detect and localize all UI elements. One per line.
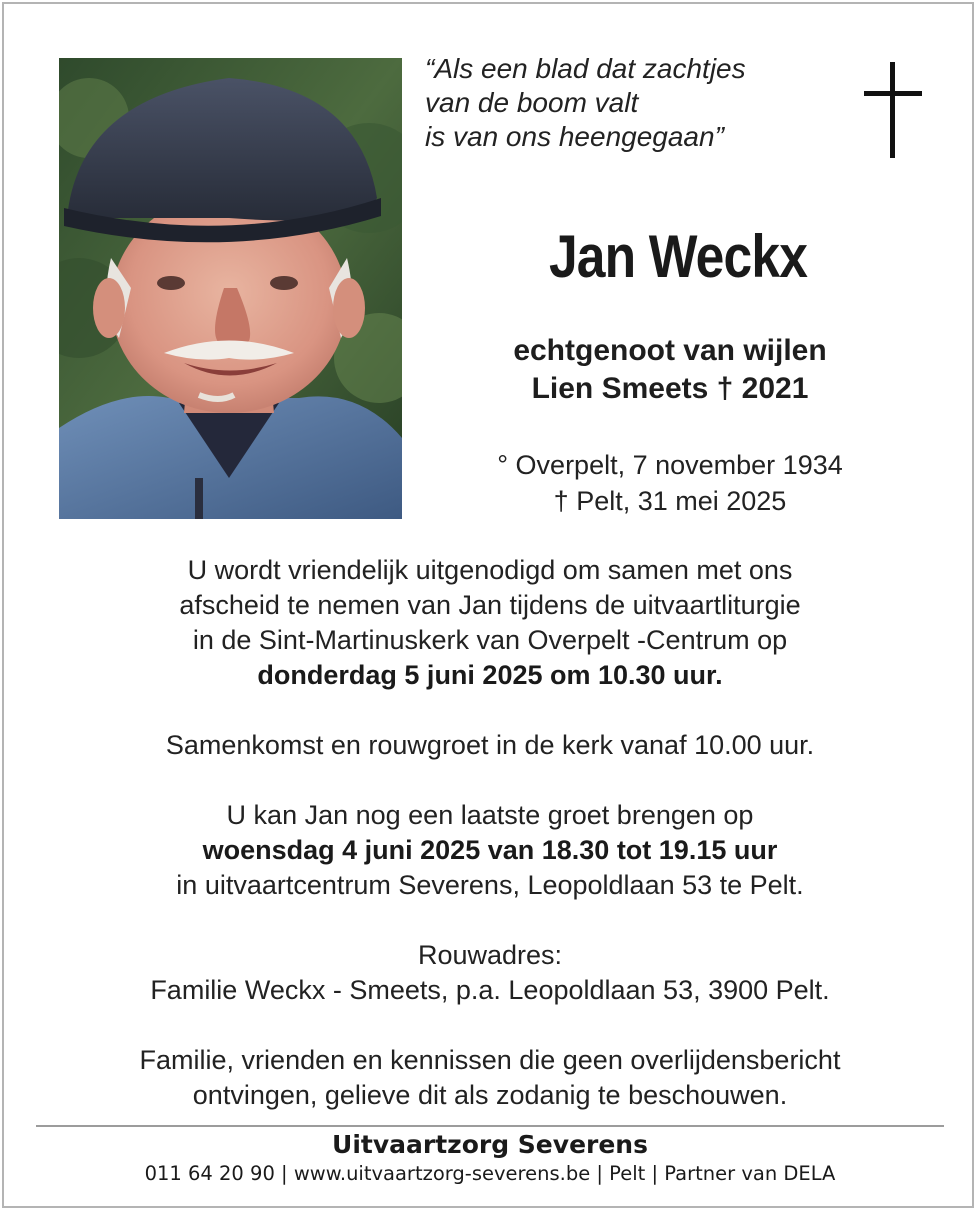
ceremony-line: afscheid te nemen van Jan tijdens de uitvaartliturgie (179, 590, 801, 620)
visit-line: U kan Jan nog een laatste groet brengen op (226, 800, 754, 830)
life-dates (420, 447, 920, 519)
quote-line: “Als een blad dat zachtjes (425, 53, 746, 84)
birth-date: ° Overpelt, 7 november 1934 (497, 450, 843, 480)
address-value: Familie Weckx - Smeets, p.a. Leopoldlaan 53, 3900 Pelt. (150, 975, 830, 1005)
quote (425, 52, 845, 154)
announcement-body (0, 553, 980, 1113)
ceremony-line: U wordt vriendelijk uitgenodigd om samen met ons (187, 555, 793, 585)
portrait-photo (59, 58, 402, 519)
quote-line: is van ons heengegaan” (425, 121, 724, 152)
visit-datetime: woensdag 4 juni 2025 van 18.30 tot 19.15 uur (202, 835, 778, 865)
quote-line: van de boom valt (425, 87, 639, 118)
cross-icon (864, 62, 922, 158)
spouse-line: Lien Smeets † 2021 (531, 372, 809, 405)
footer-divider (36, 1125, 944, 1127)
address-label: Rouwadres: (417, 940, 563, 970)
notice-line: Familie, vrienden en kennissen die geen overlijdensbericht (139, 1045, 841, 1075)
funeral-firm-contact: 011 64 20 90 | www.uitvaartzorg-severens.be | Pelt | Partner van DELA (144, 1162, 836, 1185)
ceremony-line: in de Sint-Martinuskerk van Overpelt -Centrum op (192, 625, 788, 655)
deceased-name: Jan Weckx (548, 223, 808, 290)
notice-line: ontvingen, gelieve dit als zodanig te beschouwen. (192, 1080, 788, 1110)
spouse-info (420, 332, 920, 408)
ceremony-datetime: donderdag 5 juni 2025 om 10.30 uur. (257, 660, 723, 690)
spouse-line: echtgenoot van wijlen (513, 334, 827, 367)
funeral-firm-name: Uitvaartzorg Severens (332, 1130, 648, 1159)
gathering-line: Samenkomst en rouwgroet in de kerk vanaf 10.00 uur. (165, 730, 815, 760)
visit-line: in uitvaartcentrum Severens, Leopoldlaan 53 te Pelt. (176, 870, 804, 900)
death-date: † Pelt, 31 mei 2025 (553, 486, 787, 516)
